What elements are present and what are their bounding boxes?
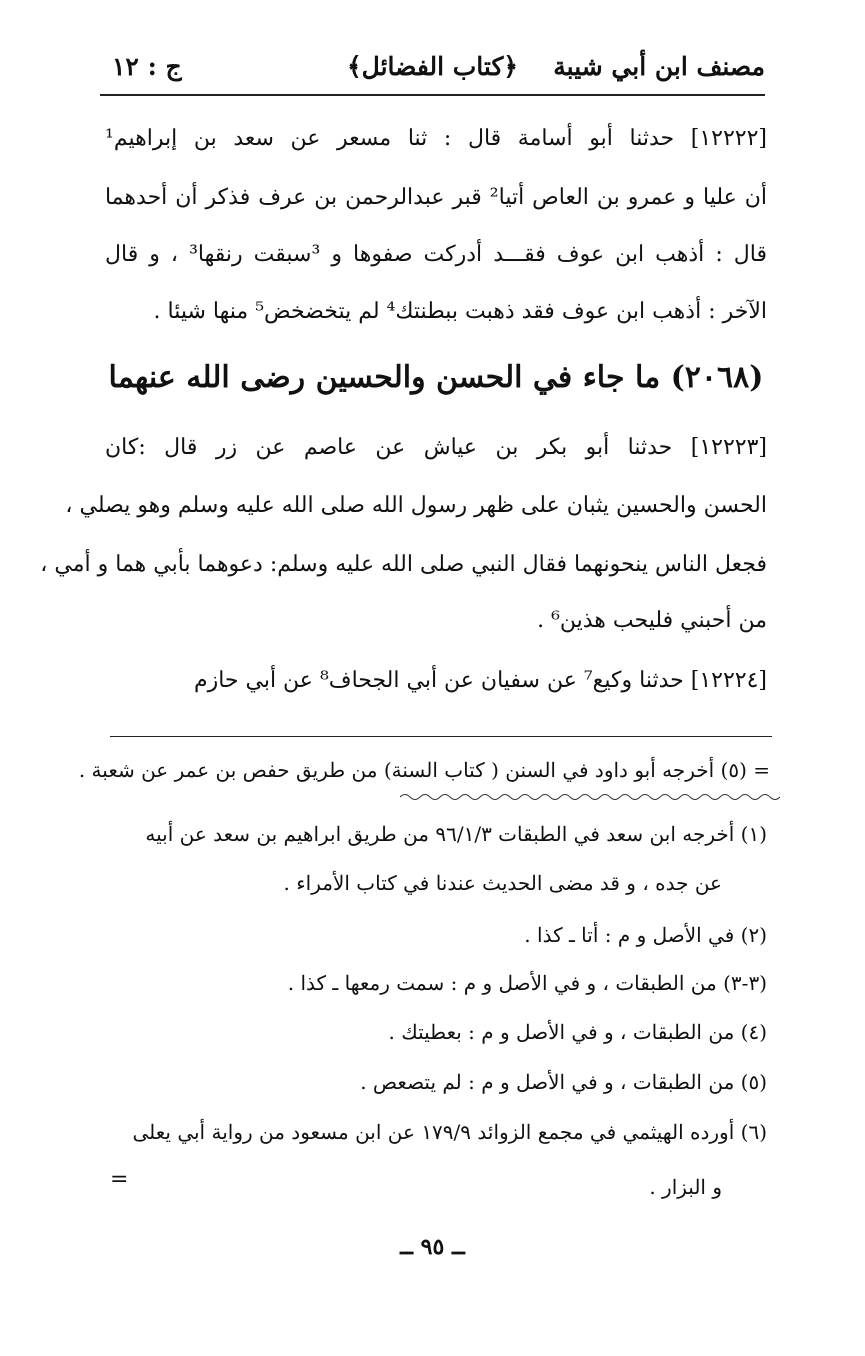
text-line: أن عليا و عمرو بن العاص أتيا² قبر عبدالرحمن بن عرف فذكر أن أحدهما — [105, 185, 768, 210]
footnote-6: (٦) أورده الهيثمي في مجمع الزوائد ١٧٩/٩ عن ابن مسعود من رواية أبي يعلى — [132, 1120, 767, 1144]
footnote-6-continued: و البزار . — [649, 1175, 722, 1199]
footnote-3: (٣-٣) من الطبقات ، و في الأصل و م : سمت رمعها ـ كذا . — [287, 971, 767, 995]
text-line: [١٢٢٢٣] حدثنا أبو بكر بن عياش عن عاصم عن زر قال :كان — [105, 435, 767, 460]
page-number: ــ ٩٥ ــ — [400, 1234, 465, 1260]
wavy-underline — [400, 792, 780, 802]
text-line: الحسن والحسين يثبان على ظهر رسول الله صلى الله عليه وسلم وهو يصلي ، — [65, 493, 767, 518]
page-header — [100, 52, 765, 96]
footnote-1: (١) أخرجه ابن سعد في الطبقات ٩٦/١/٣ من طريق ابراهيم بن سعد عن أبيه — [145, 822, 767, 846]
text-line: قال : أذهب ابن عوف فقـــد أدركت صفوها و ³سبقت رنقها³ ، و قال — [105, 242, 767, 267]
text-line: من أحبني فليحب هذين⁶ . — [537, 608, 767, 633]
section-title: ﴿كتاب الفضائل﴾ — [347, 52, 518, 81]
text-line: فجعل الناس ينحونهما فقال النبي صلى الله عليه وسلم: دعوهما بأبي هما و أمي ، — [40, 552, 767, 577]
footnote-5: (٥) من الطبقات ، و في الأصل و م : لم يتصعص . — [360, 1070, 767, 1094]
text-line: [١٢٢٢٤] حدثنا وكيع⁷ عن سفيان عن أبي الجحاف⁸ عن أبي حازم — [193, 668, 767, 693]
chapter-heading: (٢٠٦٨) ما جاء في الحسن والحسين رضى الله عنهما — [108, 360, 764, 395]
footnote-2: (٢) في الأصل و م : أتا ـ كذا . — [524, 923, 767, 947]
footnote-carryover: = (٥) أخرجه أبو داود في السنن ( كتاب السنة) من طريق حفص بن عمر عن شعبة . — [78, 758, 770, 782]
text-line: [١٢٢٢٢] حدثنا أبو أسامة قال : ثنا مسعر عن سعد بن إبراهيم¹ — [105, 126, 767, 151]
book-title: مصنف ابن أبي شيبة — [553, 52, 765, 81]
footnote-1-continued: عن جده ، و قد مضى الحديث عندنا في كتاب الأمراء . — [283, 871, 722, 895]
footnote-4: (٤) من الطبقات ، و في الأصل و م : بعطيتك . — [388, 1020, 767, 1044]
volume-number: ج : ١٢ — [112, 52, 182, 81]
text-line: الآخر : أذهب ابن عوف فقد ذهبت ببطنتك⁴ لم يتخضخض⁵ منها شيئا . — [153, 299, 767, 324]
footnote-separator — [110, 736, 772, 737]
continuation-mark: = — [110, 1167, 129, 1192]
